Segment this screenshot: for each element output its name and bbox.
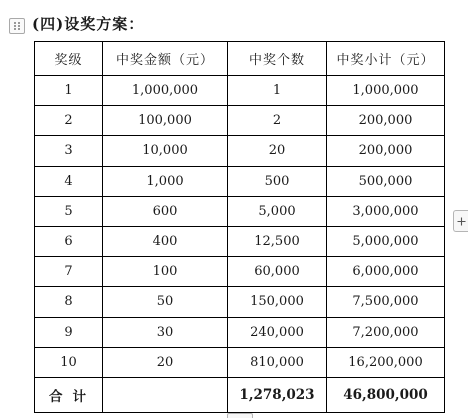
cell-prize-level[interactable]: 4 <box>35 166 103 196</box>
cell-prize-amount[interactable]: 20 <box>103 347 228 377</box>
table-resize-handle-icon[interactable] <box>227 413 253 418</box>
grip-dots-icon <box>13 21 21 31</box>
table-row <box>35 287 445 317</box>
cell-prize-amount[interactable]: 1,000,000 <box>103 76 228 106</box>
cell-prize-level[interactable]: 1 <box>35 76 103 106</box>
table-row <box>35 196 445 226</box>
cell-winner-count[interactable]: 12,500 <box>228 226 327 256</box>
header-prize-level[interactable]: 奖级 <box>35 42 103 76</box>
cell-winner-count[interactable]: 2 <box>228 106 327 136</box>
header-prize-amount[interactable]: 中奖金额（元） <box>103 42 228 76</box>
table-row <box>35 317 445 347</box>
cell-prize-level[interactable]: 2 <box>35 106 103 136</box>
cell-subtotal[interactable]: 200,000 <box>327 136 445 166</box>
cell-prize-amount[interactable]: 30 <box>103 317 228 347</box>
table-row <box>35 226 445 256</box>
table-row <box>35 76 445 106</box>
section-heading: (四)设奖方案： <box>32 15 145 33</box>
cell-prize-level[interactable]: 5 <box>35 196 103 226</box>
cell-subtotal[interactable]: 6,000,000 <box>327 257 445 287</box>
cell-prize-amount[interactable]: 100,000 <box>103 106 228 136</box>
table-row <box>35 347 445 377</box>
total-amount-cell[interactable] <box>103 377 228 412</box>
cell-prize-level[interactable]: 3 <box>35 136 103 166</box>
total-count[interactable]: 1,278,023 <box>228 377 327 412</box>
cell-prize-level[interactable]: 7 <box>35 257 103 287</box>
total-label[interactable]: 合计 <box>35 377 103 412</box>
header-winner-count[interactable]: 中奖个数 <box>228 42 327 76</box>
cell-subtotal[interactable]: 3,000,000 <box>327 196 445 226</box>
cell-prize-level[interactable]: 8 <box>35 287 103 317</box>
cell-prize-amount[interactable]: 400 <box>103 226 228 256</box>
total-row <box>35 377 445 412</box>
plus-icon <box>457 217 466 226</box>
total-subtotal[interactable]: 46,800,000 <box>327 377 445 412</box>
table-row <box>35 166 445 196</box>
cell-winner-count[interactable]: 150,000 <box>228 287 327 317</box>
table-header-row <box>35 42 445 76</box>
cell-prize-amount[interactable]: 600 <box>103 196 228 226</box>
cell-prize-level[interactable]: 6 <box>35 226 103 256</box>
cell-winner-count[interactable]: 20 <box>228 136 327 166</box>
cell-prize-amount[interactable]: 1,000 <box>103 166 228 196</box>
prize-table <box>34 41 445 413</box>
cell-subtotal[interactable]: 200,000 <box>327 106 445 136</box>
table-move-handle-icon[interactable] <box>9 18 25 34</box>
cell-winner-count[interactable]: 60,000 <box>228 257 327 287</box>
cell-subtotal[interactable]: 7,200,000 <box>327 317 445 347</box>
table-row <box>35 106 445 136</box>
cell-winner-count[interactable]: 1 <box>228 76 327 106</box>
add-column-button[interactable] <box>453 210 468 232</box>
cell-subtotal[interactable]: 7,500,000 <box>327 287 445 317</box>
cell-subtotal[interactable]: 1,000,000 <box>327 76 445 106</box>
cell-prize-level[interactable]: 9 <box>35 317 103 347</box>
cell-prize-level[interactable]: 10 <box>35 347 103 377</box>
cell-subtotal[interactable]: 16,200,000 <box>327 347 445 377</box>
cell-winner-count[interactable]: 810,000 <box>228 347 327 377</box>
table-row <box>35 136 445 166</box>
cell-winner-count[interactable]: 500 <box>228 166 327 196</box>
cell-subtotal[interactable]: 500,000 <box>327 166 445 196</box>
cell-prize-amount[interactable]: 50 <box>103 287 228 317</box>
cell-subtotal[interactable]: 5,000,000 <box>327 226 445 256</box>
cell-prize-amount[interactable]: 10,000 <box>103 136 228 166</box>
cell-prize-amount[interactable]: 100 <box>103 257 228 287</box>
header-subtotal[interactable]: 中奖小计（元） <box>327 42 445 76</box>
table-body <box>35 76 445 378</box>
cell-winner-count[interactable]: 240,000 <box>228 317 327 347</box>
table-row <box>35 257 445 287</box>
cell-winner-count[interactable]: 5,000 <box>228 196 327 226</box>
